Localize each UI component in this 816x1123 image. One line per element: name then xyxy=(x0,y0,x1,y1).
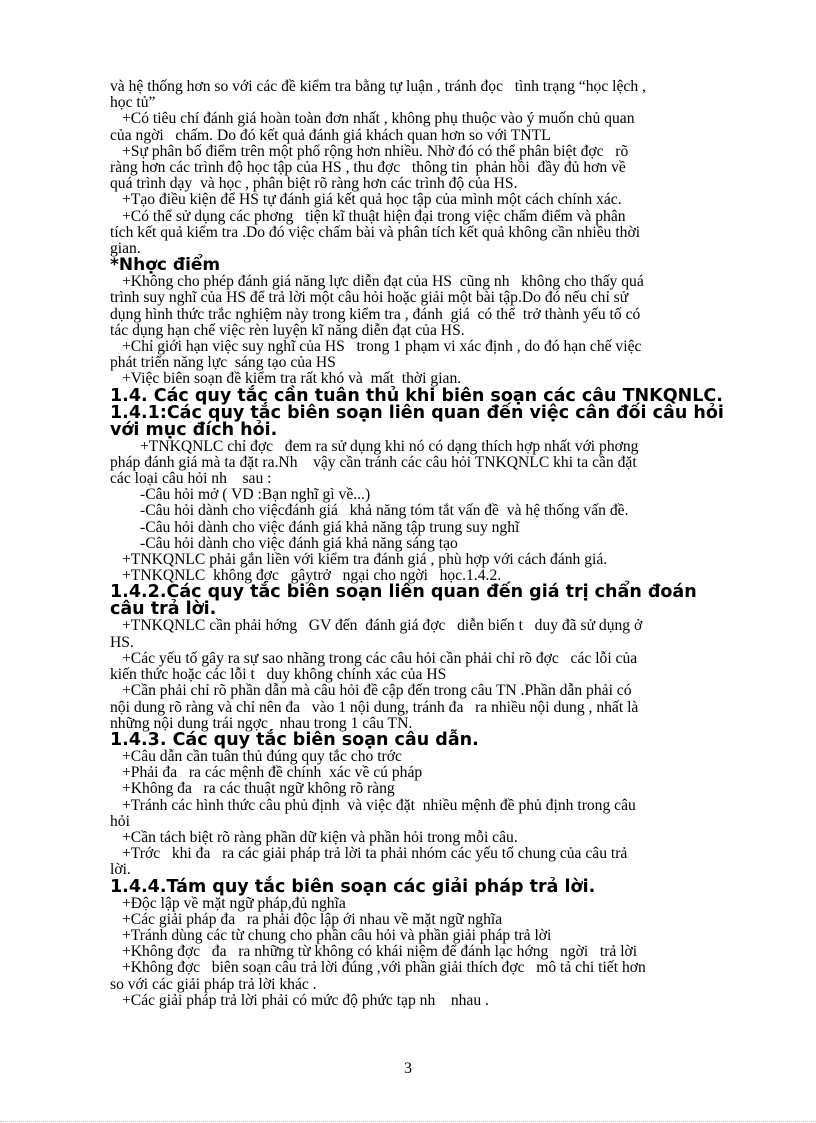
section-heading: câu trả lời. xyxy=(110,599,217,620)
text-line: +Phải đa ra các mệnh đề chính xác về cú pháp xyxy=(122,764,423,782)
text-line: +Không đợc biên soạn câu trả lời đúng ,với phần giải thích đợc mô tả chi tiết hơn xyxy=(122,959,646,977)
text-line: các loại câu hỏi nh sau : xyxy=(110,470,272,488)
text-line: +Các giải pháp trả lời phải có mức độ phức tạp nh nhau . xyxy=(122,991,489,1009)
text-line: +Không đa ra các thuật ngữ không rõ ràng xyxy=(122,780,395,798)
text-line: quá trình dạy và học , phân biệt rõ ràng hơn các trình độ của HS. xyxy=(110,175,518,193)
section-heading: 1.4. Các quy tắc cần tuân thủ khi biên soạn các câu TNKQNLC. xyxy=(110,385,723,406)
section-heading: 1.4.1:Các quy tắc biên soạn liên quan đến việc cân đối câu hỏi xyxy=(110,402,724,423)
text-line: +TNKQNLC chỉ đợc đem ra sử dụng khi nó có dạng thích hợp nhất với phơng xyxy=(140,437,639,455)
text-line: học tủ” xyxy=(110,94,156,112)
text-line: +Cần tách biệt rõ ràng phần dữ kiện và phần hỏi trong mỗi câu. xyxy=(122,828,518,846)
text-line: +Không đợc đa ra những từ không có khái niệm để đánh lạc hớng ngời trả lời xyxy=(122,943,638,961)
text-line: +Tạo điều kiện để HS tự đánh giá kết quả học tập của mình một cách chính xác. xyxy=(122,191,622,209)
text-line: -Câu hỏi mở ( VD :Bạn nghĩ gì về...) xyxy=(140,486,371,504)
text-line: +Các giải pháp đa ra phải độc lập ới nhau về mặt ngữ nghĩa xyxy=(122,910,503,928)
page-number: 3 xyxy=(404,1060,412,1077)
text-line: của ngời chấm. Do đó kết quả đánh giá khách quan hơn so với TNTL xyxy=(110,126,551,144)
text-line: -Câu hỏi dành cho việc đánh giá khả năng tập trung suy nghĩ xyxy=(140,518,520,536)
text-line: ràng hơn các trình độ học tập của HS , thu đợc thông tin phản hồi đầy đủ hơn về xyxy=(110,159,626,177)
text-line: +Việc biên soạn đề kiểm tra rất khó và mất thời gian. xyxy=(122,370,462,388)
text-line: nội dung rõ ràng và chỉ nên đa vào 1 nội dung, tránh đa ra nhiều nội dung , nhất là xyxy=(110,698,639,716)
document-body xyxy=(110,79,765,1009)
text-line: +Không cho phép đánh giá năng lực diễn đạt của HS cũng nh không cho thấy quá xyxy=(122,273,644,291)
text-line: HS. xyxy=(110,633,134,651)
text-line: pháp đánh giá mà ta đặt ra.Nh vậy cần tránh các câu hỏi TNKQNLC khi ta cần đặt xyxy=(110,453,637,471)
section-heading: 1.4.2.Các quy tắc biên soạn liên quan đến giá trị chẩn đoán xyxy=(110,582,697,603)
text-line: +Câu dẫn cần tuân thủ đúng quy tắc cho trớc xyxy=(122,747,402,765)
text-line: lời. xyxy=(110,861,131,879)
text-line: +Cần phải chỉ rõ phần dẫn mà câu hỏi đề cập đến trong câu TN .Phần dẫn phải có xyxy=(122,682,632,700)
text-line: +Có tiêu chí đánh giá hoàn toàn đơn nhất , không phụ thuộc vào ý muốn chủ quan xyxy=(122,110,635,128)
text-line: +Trớc khi đa ra các giải pháp trả lời ta phải nhóm các yếu tố chung của câu trả xyxy=(122,845,628,863)
text-line: những nội dung trái ngợc nhau trong 1 câu TN. xyxy=(110,714,413,732)
text-line: +TNKQNLC phải gắn liền với kiểm tra đánh giá , phù hợp với cách đánh giá. xyxy=(122,551,608,569)
text-line: và hệ thống hơn so với các đề kiểm tra bằng tự luận , tránh đọc tình trạng “học lệch , xyxy=(110,78,646,95)
text-line: +Sự phân bố điểm trên một phổ rộng hơn nhiều. Nhờ đó có thể phân biệt đợc rõ xyxy=(122,142,629,160)
text-line: -Câu hỏi dành cho việc đánh giá khả năng sáng tạo xyxy=(140,534,458,552)
text-line: +Các yếu tố gây ra sự sao nhãng trong các câu hỏi cần phải chỉ rõ đợc các lỗi của xyxy=(122,649,638,667)
text-line: -Câu hỏi dành cho việcđánh giá khả năng tóm tắt vấn đề và hệ thống vấn đề. xyxy=(140,502,629,520)
text-line: hỏi xyxy=(110,812,130,830)
section-heading: 1.4.4.Tám quy tắc biên soạn các giải pháp trả lời. xyxy=(110,876,596,897)
text-line: phát triển năng lực sáng tạo của HS xyxy=(110,354,336,372)
section-heading: với mục đích hỏi. xyxy=(110,419,278,440)
text-line: gian. xyxy=(110,240,141,258)
text-line: so với các giải pháp trả lời khác . xyxy=(110,975,317,993)
text-line: +Độc lập về mặt ngữ pháp,đủ nghĩa xyxy=(122,894,346,912)
text-line: tích kết quả kiểm tra .Do đó việc chấm bài và phân tích kết quả không cần nhiều thời xyxy=(110,223,641,241)
text-line: +TNKQNLC cần phải hớng GV đến đánh giá đợc diễn biến t duy đã sử dụng ở xyxy=(122,617,643,635)
section-heading: 1.4.3. Các quy tắc biên soạn câu dẫn. xyxy=(110,729,479,750)
text-line: dụng hình thức trắc nghiệm này trong kiểm tra , đánh giá có thể trở thành yếu tố có xyxy=(110,305,641,323)
text-line: tác dụng hạn chế việc rèn luyện kĩ năng diễn đạt của HS. xyxy=(110,321,465,339)
text-line: +TNKQNLC không đợc gâytrở ngại cho ngời học.1.4.2. xyxy=(122,567,502,585)
text-line: +Tránh dùng các từ chung cho phần câu hỏi và phần giải pháp trả lời xyxy=(122,926,552,944)
text-line: +Tránh các hình thức câu phủ định và việc đặt nhiều mệnh đề phủ định trong câu xyxy=(122,796,636,814)
section-heading: *Nhợc điểm xyxy=(110,255,221,276)
text-line: +Chỉ giới hạn việc suy nghĩ của HS trong 1 phạm vi xác định , do đó hạn chế việc xyxy=(122,338,642,356)
text-line: +Có thể sử dụng các phơng tiện kĩ thuật hiện đại trong việc chấm điểm và phân xyxy=(122,207,626,225)
text-line: kiến thức hoặc các lỗi t duy không chính xác của HS xyxy=(110,666,447,684)
page-bottom-divider xyxy=(0,1121,816,1122)
text-line: trình suy nghĩ của HS để trả lời một câu hỏi hoặc giải một bài tập.Do đó nếu chỉ sử xyxy=(110,289,629,307)
